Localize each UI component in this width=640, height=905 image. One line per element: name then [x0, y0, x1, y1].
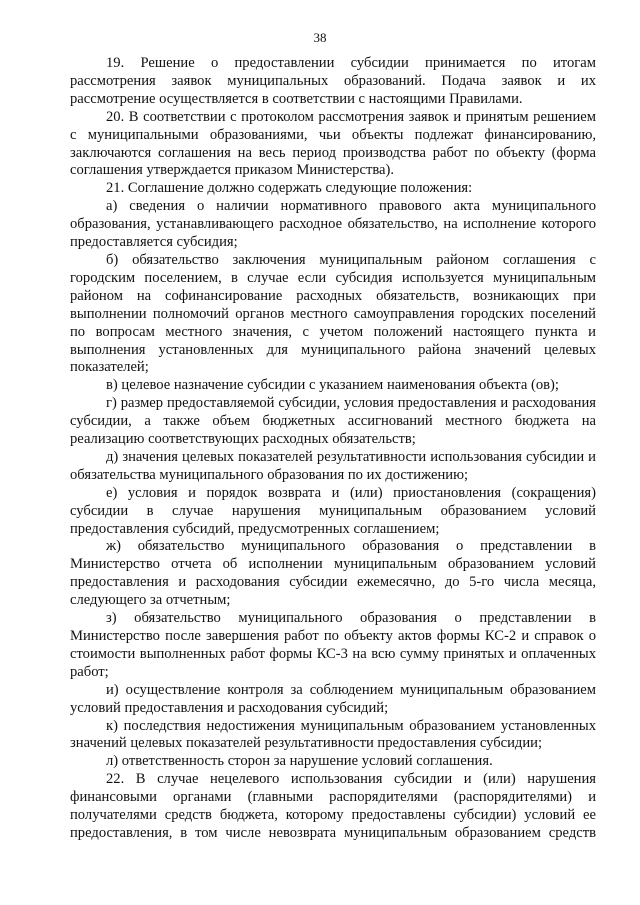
clause-k: к) последствия недостижения муниципальным образованием установленных значений целевых показателей результативности предоставления субсидии;	[70, 717, 596, 752]
clause-d: д) значения целевых показателей результативности использования субсидии и обязательства муниципального образования по их достижению;	[70, 448, 596, 483]
document-body	[70, 55, 596, 843]
paragraph-21: 21. Соглашение должно содержать следующие положения:	[106, 180, 473, 197]
clause-b: б) обязательство заключения муниципальным районом соглашения с городским поселением, в случае если субсидия используется муниципальным районом на софинансирование расходных обязательств, возникающих при выполнении полномочий органов местного самоуправления городских поселений по вопросам местного значения, с учетом положений настоящего пункта и выполнения установленных для муниципального района значений целевых показателей;	[70, 251, 596, 376]
page-number: 38	[313, 30, 327, 45]
paragraph-22: 22. В случае нецелевого использования субсидии и (или) нарушения финансовыми органами (главными распорядителями (распорядителями) и получателями средств бюджета, которому предоставлены субсидии) условий ее предоставления, в том числе невозврата муниципальным образованием средств	[70, 771, 596, 841]
paragraph-19: 19. Решение о предоставлении субсидии принимается по итогам рассмотрения заявок муниципальных образований. Подача заявок и их рассмотрение осуществляется в соответствии с настоящими Правилами.	[70, 55, 596, 107]
paragraph-20: 20. В соответствии с протоколом рассмотрения заявок и принятым решением с муниципальными образованиями, чьи объекты подлежат финансированию, заключаются соглашения на весь период производства работ по объекту (форма соглашения утверждается приказом Министерства).	[70, 108, 596, 179]
clause-i: и) осуществление контроля за соблюдением муниципальным образованием условий предоставления и расходования субсидий;	[70, 681, 596, 716]
clause-g: г) размер предоставляемой субсидии, условия предоставления и расходования субсидии, а также объем бюджетных ассигнований местного бюджета на реализацию соответствующих расходных обязательств;	[70, 395, 596, 448]
clause-e: е) условия и порядок возврата и (или) приостановления (сокращения) субсидии в случае нарушения муниципальным образованием условий предоставления субсидий, предусмотренных соглашением;	[70, 484, 596, 537]
clause-z: з) обязательство муниципального образования о представлении в Министерство после завершения работ по объекту актов формы КС-2 и справок о стоимости выполненных работ формы КС-3 на всю сумму принятых и оплаченных работ;	[70, 610, 596, 680]
clause-v: в) целевое назначение субсидии с указанием наименования объекта (ов);	[106, 377, 559, 394]
clause-l: л) ответственность сторон за нарушение условий соглашения.	[106, 753, 493, 770]
clause-a: а) сведения о наличии нормативного правового акта муниципального образования, устанавливающего расходное обязательство, на исполнение которого предоставляется субсидия;	[70, 198, 596, 251]
clause-zh: ж) обязательство муниципального образования о представлении в Министерство отчета об исполнении муниципальным образованием условий предоставления и расходования субсидии ежемесячно, до 5-го числа месяца, следующего за отчетным;	[70, 538, 596, 609]
